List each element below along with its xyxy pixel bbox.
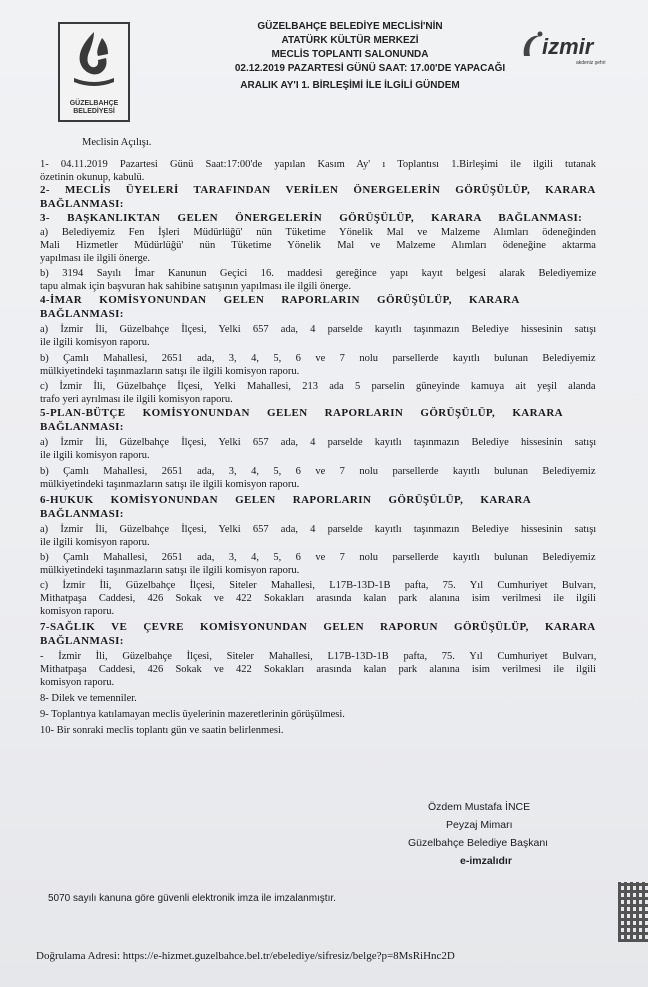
municipality-emblem-icon (68, 28, 120, 90)
agenda-line: yapılması ile ilgili önerge. (40, 253, 151, 264)
agenda-line: a) İzmir İli, Güzelbahçe İlçesi, Yelki 657 ada, 4 parselde kayıtlı taşınmazın Belediye hissesinin satışı (40, 437, 597, 448)
signer-name: Özdem Mustafa İNCE (428, 801, 531, 813)
agenda-line: komisyon raporu. (40, 677, 115, 688)
agenda-line: a) İzmir İli, Güzelbahçe İlçesi, Yelki 657 ada, 4 parselde kayıtlı taşınmazın Belediye hissesinin satışı (40, 524, 597, 535)
agenda-line: c) İzmir İli, Güzelbahçe İlçesi, Siteler Mahallesi, L17B-13D-1B pafta, 75. Yıl Cumhuriyet Bulvarı, (40, 580, 596, 591)
agenda-line: ile ilgili komisyon raporu. (40, 450, 150, 461)
izmir-tagline: akdeniz şehri (576, 60, 606, 66)
header-line: GÜZELBAHÇE BELEDİYE MECLİSİ'NİN (257, 21, 443, 32)
agenda-line: b) 3194 Sayılı İmar Kanunun Geçici 16. maddesi gereğince yapı kayıt belgesi alarak Belediyemize (40, 268, 597, 279)
agenda-line: a) İzmir İli, Güzelbahçe İlçesi, Yelki 657 ada, 4 parselde kayıtlı taşınmazın Belediye hissesinin satışı (40, 324, 597, 335)
agenda-line: a) Belediyemiz Fen İşleri Müdürlüğü' nün Tüketime Yönelik Mal ve Malzeme Alımları ödeneğinden (40, 227, 596, 238)
agenda-line: 3- BAŞKANLIKTAN GELEN ÖNERGELERİN GÖRÜŞÜLÜP, KARARA BAĞLANMASI: (40, 212, 583, 224)
esignature-statement: 5070 sayılı kanuna göre güvenli elektronik imza ile imzalanmıştır. (48, 893, 336, 904)
agenda-line: c) İzmir İli, Güzelbahçe İlçesi, Yelki Mahallesi, 213 ada 5 parselin güneyinde kamuya ait yeşil alanda (40, 381, 596, 392)
header-line: MECLİS TOPLANTI SALONUNDA (271, 49, 429, 60)
agenda-line: - İzmir İli, Güzelbahçe İlçesi, Siteler Mahallesi, L17B-13D-1B pafta, 75. Yıl Cumhuriyet Bulvarı, (40, 651, 597, 662)
e-signed-note: e-imzalıdır (460, 855, 512, 867)
agenda-line: tapu almak için başvuran hak sahibine satışının yapılması ile ilgili önerge. (40, 281, 351, 292)
agenda-line: ile ilgili komisyon raporu. (40, 337, 150, 348)
guzelbahce-municipality-logo (58, 22, 130, 122)
agenda-line: mülkiyetindeki taşınmazların satışı ile ilgili komisyon raporu. (40, 565, 300, 576)
agenda-line: özetinin okunup, kabulü. (40, 172, 145, 183)
header-line: ATATÜRK KÜLTÜR MERKEZİ (281, 35, 419, 46)
agenda-line: 4-İMAR KOMİSYONUNDAN GELEN RAPORLARIN GÖRÜŞÜLÜP, KARARA (40, 294, 520, 306)
signer-position: Güzelbahçe Belediye Başkanı (408, 837, 549, 849)
agenda-line: 1- 04.11.2019 Pazartesi Günü Saat:17:00'de yapılan Kasım Ay' ı Toplantısı 1.Birleşimi ile ilgili tutanak (40, 159, 596, 170)
header-line: 02.12.2019 PAZARTESİ GÜNÜ SAAT: 17.00'DE YAPACAĞI (234, 63, 506, 74)
agenda-line: BAĞLANMASI: (40, 635, 124, 647)
qr-code (618, 882, 648, 942)
izmir-wordmark: izmir (542, 34, 594, 59)
agenda-line: 5-PLAN-BÜTÇE KOMİSYONUNDAN GELEN RAPORLARIN GÖRÜŞÜLÜP, KARARA (40, 407, 564, 419)
agenda-line: b) Çamlı Mahallesi, 2651 ada, 3, 4, 5, 6 ve 7 nolu parsellerde kayıtlı bulunan Belediyemiz (40, 353, 596, 364)
agenda-line: mülkiyetindeki taşınmazların satışı ile ilgili komisyon raporu. (40, 479, 300, 490)
signer-title: Peyzaj Mimarı (446, 819, 513, 831)
agenda-line: Mali Hizmetler Müdürlüğü' nün Tüketime Yönelik Mal ve Malzeme Alımları ödeneğine aktarma (40, 240, 596, 251)
agenda-line: Mithatpaşa Caddesi, 426 Sokak ve 422 Sokakları arasında kalan park alanına isim verilmesi ile ilgili (40, 664, 596, 675)
agenda-line: 9- Toplantıya katılamayan meclis üyelerinin mazeretlerinin görüşülmesi. (40, 709, 345, 720)
verification-address: Doğrulama Adresi: https://e-hizmet.guzelbahce.bel.tr/ebelediye/sifresiz/belge?p=8MsRiHnc2D (36, 950, 455, 962)
header-line: ARALIK AY'I 1. BİRLEŞİMİ İLE İLGİLİ GÜNDEM (240, 80, 460, 91)
agenda-line: BAĞLANMASI: (40, 308, 124, 320)
agenda-line: 6-HUKUK KOMİSYONUNDAN GELEN RAPORLARIN GÖRÜŞÜLÜP, KARARA (40, 494, 532, 506)
agenda-line: 2- MECLİS ÜYELERİ TARAFINDAN VERİLEN ÖNERGELERİN GÖRÜŞÜLÜP, KARARA (40, 184, 596, 196)
agenda-line: 7-SAĞLIK VE ÇEVRE KOMİSYONUNDAN GELEN RAPORUN GÖRÜŞÜLÜP, KARARA (40, 621, 596, 633)
agenda-line: trafo yeri ayrılması ile ilgili komisyon raporu. (40, 394, 233, 405)
agenda-line: 8- Dilek ve temenniler. (40, 693, 137, 704)
agenda-line: mülkiyetindeki taşınmazların satışı ile ilgili komisyon raporu. (40, 366, 300, 377)
agenda-line: komisyon raporu. (40, 606, 115, 617)
agenda-line: b) Çamlı Mahallesi, 2651 ada, 3, 4, 5, 6 ve 7 nolu parsellerde kayıtlı bulunan Belediyemiz (40, 552, 596, 563)
agenda-line: BAĞLANMASI: (40, 508, 124, 520)
agenda-line: BAĞLANMASI: (40, 421, 124, 433)
agenda-line: ile ilgili komisyon raporu. (40, 537, 150, 548)
agenda-line: b) Çamlı Mahallesi, 2651 ada, 3, 4, 5, 6 ve 7 nolu parsellerde kayıtlı bulunan Belediyemiz (40, 466, 596, 477)
agenda-line: BAĞLANMASI: (40, 198, 124, 210)
agenda-line: Mithatpaşa Caddesi, 426 Sokak ve 422 Sokakları arasında kalan park alanına isim verilmesi ile ilgili (40, 593, 596, 604)
logo-caption: GÜZELBAHÇE BELEDİYESİ (69, 100, 119, 115)
agenda-line: 10- Bir sonraki meclis toplantı gün ve saatin belirlenmesi. (40, 725, 284, 736)
agenda-line: Meclisin Açılışı. (82, 137, 152, 148)
